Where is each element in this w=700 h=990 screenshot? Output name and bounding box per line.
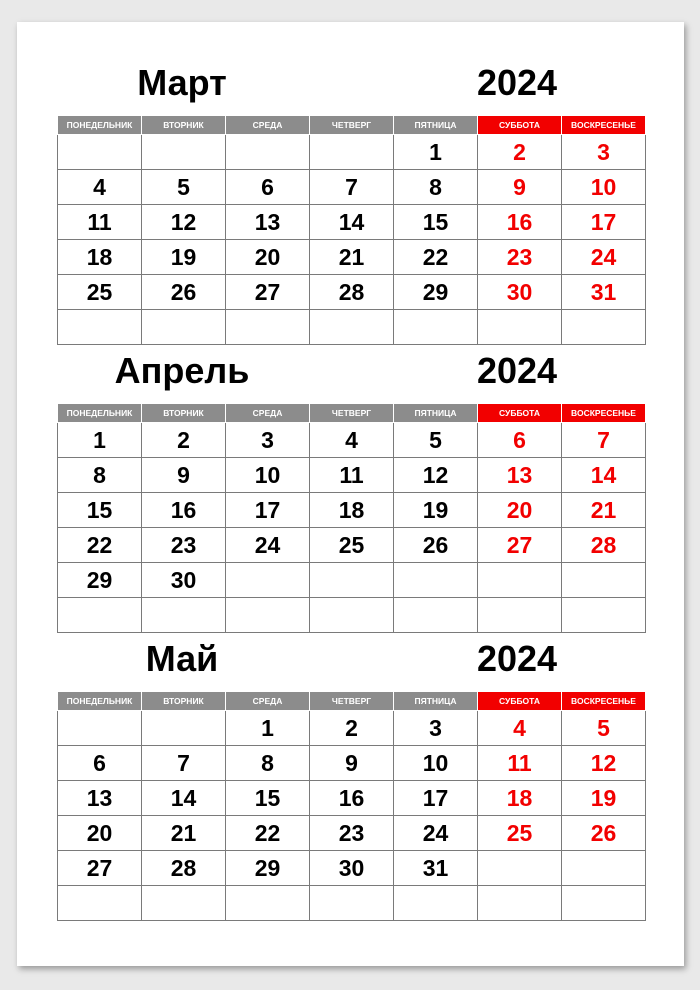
day-cell: 8	[394, 170, 478, 205]
day-cell: 31	[394, 851, 478, 886]
day-cell: 23	[310, 816, 394, 851]
calendar-page	[17, 22, 684, 966]
weekday-header-row	[58, 116, 646, 135]
month-name: Апрель	[114, 350, 250, 391]
day-cell	[226, 598, 310, 633]
weekend-day-cell	[562, 886, 646, 921]
day-cell: 16	[142, 493, 226, 528]
week-row	[58, 275, 646, 310]
day-cell: 10	[226, 458, 310, 493]
day-cell	[58, 135, 142, 170]
day-cell	[142, 886, 226, 921]
weekend-day-cell: 7	[562, 423, 646, 458]
day-cell	[394, 310, 478, 345]
weekday-label: ВОСКРЕСЕНЬЕ	[562, 116, 646, 135]
weekday-label: ПОНЕДЕЛЬНИК	[58, 116, 142, 135]
weekend-day-cell: 5	[562, 711, 646, 746]
week-row	[58, 423, 646, 458]
day-cell: 22	[226, 816, 310, 851]
day-cell: 8	[58, 458, 142, 493]
weekend-day-cell	[478, 310, 562, 345]
weekend-day-cell: 9	[478, 170, 562, 205]
day-cell: 15	[58, 493, 142, 528]
day-cell: 17	[394, 781, 478, 816]
month-name: Май	[145, 638, 219, 679]
weekend-day-cell: 25	[478, 816, 562, 851]
day-cell	[310, 598, 394, 633]
day-cell: 8	[226, 746, 310, 781]
week-row	[58, 746, 646, 781]
day-cell: 25	[58, 275, 142, 310]
weekend-day-cell: 23	[478, 240, 562, 275]
day-cell: 7	[142, 746, 226, 781]
day-cell	[142, 598, 226, 633]
day-cell: 5	[142, 170, 226, 205]
day-cell: 28	[310, 275, 394, 310]
week-row	[58, 205, 646, 240]
day-cell: 21	[142, 816, 226, 851]
weekday-label: ПОНЕДЕЛЬНИК	[58, 692, 142, 711]
month-grid	[57, 691, 646, 921]
weekend-day-cell: 3	[562, 135, 646, 170]
day-cell	[394, 563, 478, 598]
weekend-day-cell: 13	[478, 458, 562, 493]
day-cell: 1	[226, 711, 310, 746]
day-cell: 12	[394, 458, 478, 493]
day-cell: 1	[58, 423, 142, 458]
month-name: Март	[137, 62, 227, 103]
day-cell: 27	[58, 851, 142, 886]
week-row	[58, 240, 646, 275]
weekday-header-row	[58, 404, 646, 423]
month-march	[17, 62, 684, 305]
day-cell	[142, 135, 226, 170]
weekend-day-cell: 30	[478, 275, 562, 310]
day-cell: 14	[310, 205, 394, 240]
weekday-label: ВТОРНИК	[142, 692, 226, 711]
day-cell	[310, 886, 394, 921]
day-cell: 20	[226, 240, 310, 275]
day-cell	[226, 135, 310, 170]
day-cell: 30	[310, 851, 394, 886]
weekend-day-cell: 24	[562, 240, 646, 275]
day-cell: 13	[58, 781, 142, 816]
weekend-day-cell	[478, 886, 562, 921]
day-cell	[226, 886, 310, 921]
month-grid	[57, 403, 646, 633]
weekday-label: СРЕДА	[226, 116, 310, 135]
weekday-header-row	[58, 692, 646, 711]
day-cell: 24	[226, 528, 310, 563]
month-grid	[57, 115, 646, 345]
day-cell: 11	[310, 458, 394, 493]
weekday-label: СРЕДА	[226, 404, 310, 423]
weekday-label: ПОНЕДЕЛЬНИК	[58, 404, 142, 423]
week-row	[58, 851, 646, 886]
week-row	[58, 711, 646, 746]
weekend-day-cell: 12	[562, 746, 646, 781]
day-cell: 2	[310, 711, 394, 746]
day-cell: 16	[310, 781, 394, 816]
weekend-day-cell: 20	[478, 493, 562, 528]
weekend-day-cell	[562, 598, 646, 633]
day-cell: 4	[58, 170, 142, 205]
weekend-day-cell: 19	[562, 781, 646, 816]
weekend-day-cell: 21	[562, 493, 646, 528]
week-row	[58, 781, 646, 816]
week-row	[58, 493, 646, 528]
day-cell: 1	[394, 135, 478, 170]
day-cell	[394, 886, 478, 921]
day-cell: 15	[226, 781, 310, 816]
weekday-label: СУББОТА	[478, 116, 562, 135]
weekend-day-cell	[478, 598, 562, 633]
day-cell: 6	[58, 746, 142, 781]
weekend-day-cell	[562, 310, 646, 345]
weekend-day-cell: 2	[478, 135, 562, 170]
day-cell	[58, 310, 142, 345]
day-cell: 9	[142, 458, 226, 493]
month-header	[17, 638, 684, 692]
day-cell: 30	[142, 563, 226, 598]
day-cell	[310, 135, 394, 170]
weekend-day-cell: 10	[562, 170, 646, 205]
month-april	[17, 350, 684, 593]
day-cell: 14	[142, 781, 226, 816]
day-cell: 25	[310, 528, 394, 563]
day-cell: 29	[226, 851, 310, 886]
day-cell: 4	[310, 423, 394, 458]
weekday-label: ВОСКРЕСЕНЬЕ	[562, 692, 646, 711]
day-cell: 19	[394, 493, 478, 528]
day-cell: 22	[394, 240, 478, 275]
weekday-label: ВОСКРЕСЕНЬЕ	[562, 404, 646, 423]
day-cell	[58, 886, 142, 921]
weekday-label: ВТОРНИК	[142, 116, 226, 135]
week-row	[58, 886, 646, 921]
week-row	[58, 816, 646, 851]
weekday-label: СУББОТА	[478, 692, 562, 711]
day-cell: 13	[226, 205, 310, 240]
day-cell: 9	[310, 746, 394, 781]
weekend-day-cell: 6	[478, 423, 562, 458]
weekend-day-cell: 26	[562, 816, 646, 851]
week-row	[58, 598, 646, 633]
weekend-day-cell: 16	[478, 205, 562, 240]
day-cell: 29	[394, 275, 478, 310]
day-cell: 21	[310, 240, 394, 275]
weekend-day-cell: 4	[478, 711, 562, 746]
day-cell: 3	[226, 423, 310, 458]
weekday-label: ВТОРНИК	[142, 404, 226, 423]
weekend-day-cell	[478, 851, 562, 886]
day-cell: 19	[142, 240, 226, 275]
day-cell: 29	[58, 563, 142, 598]
day-cell: 10	[394, 746, 478, 781]
weekday-label: ЧЕТВЕРГ	[310, 116, 394, 135]
day-cell	[226, 310, 310, 345]
day-cell	[310, 310, 394, 345]
day-cell: 17	[226, 493, 310, 528]
weekend-day-cell: 14	[562, 458, 646, 493]
day-cell: 7	[310, 170, 394, 205]
week-row	[58, 310, 646, 345]
day-cell: 23	[142, 528, 226, 563]
month-year: 2024	[476, 638, 558, 679]
week-row	[58, 170, 646, 205]
weekend-day-cell	[478, 563, 562, 598]
day-cell: 26	[142, 275, 226, 310]
weekend-day-cell: 18	[478, 781, 562, 816]
weekday-label: СРЕДА	[226, 692, 310, 711]
weekday-label: ЧЕТВЕРГ	[310, 692, 394, 711]
month-may	[17, 638, 684, 881]
weekday-label: ЧЕТВЕРГ	[310, 404, 394, 423]
day-cell: 20	[58, 816, 142, 851]
day-cell: 11	[58, 205, 142, 240]
day-cell	[142, 711, 226, 746]
weekend-day-cell	[562, 563, 646, 598]
week-row	[58, 528, 646, 563]
week-row	[58, 563, 646, 598]
weekday-label: ПЯТНИЦА	[394, 116, 478, 135]
weekend-day-cell: 28	[562, 528, 646, 563]
day-cell	[226, 563, 310, 598]
month-header	[17, 350, 684, 404]
weekday-label: СУББОТА	[478, 404, 562, 423]
month-header	[17, 62, 684, 116]
weekday-label: ПЯТНИЦА	[394, 692, 478, 711]
month-year: 2024	[476, 350, 558, 391]
day-cell	[310, 563, 394, 598]
day-cell: 18	[310, 493, 394, 528]
day-cell: 5	[394, 423, 478, 458]
week-row	[58, 135, 646, 170]
weekday-label: ПЯТНИЦА	[394, 404, 478, 423]
day-cell: 27	[226, 275, 310, 310]
day-cell: 3	[394, 711, 478, 746]
weekend-day-cell: 17	[562, 205, 646, 240]
day-cell: 6	[226, 170, 310, 205]
day-cell	[58, 598, 142, 633]
weekend-day-cell: 31	[562, 275, 646, 310]
day-cell: 15	[394, 205, 478, 240]
week-row	[58, 458, 646, 493]
day-cell	[394, 598, 478, 633]
weekend-day-cell: 11	[478, 746, 562, 781]
weekend-day-cell: 27	[478, 528, 562, 563]
day-cell: 24	[394, 816, 478, 851]
day-cell: 12	[142, 205, 226, 240]
month-year: 2024	[476, 62, 558, 103]
day-cell	[142, 310, 226, 345]
day-cell: 22	[58, 528, 142, 563]
weekend-day-cell	[562, 851, 646, 886]
day-cell: 18	[58, 240, 142, 275]
day-cell: 2	[142, 423, 226, 458]
day-cell: 26	[394, 528, 478, 563]
day-cell: 28	[142, 851, 226, 886]
day-cell	[58, 711, 142, 746]
